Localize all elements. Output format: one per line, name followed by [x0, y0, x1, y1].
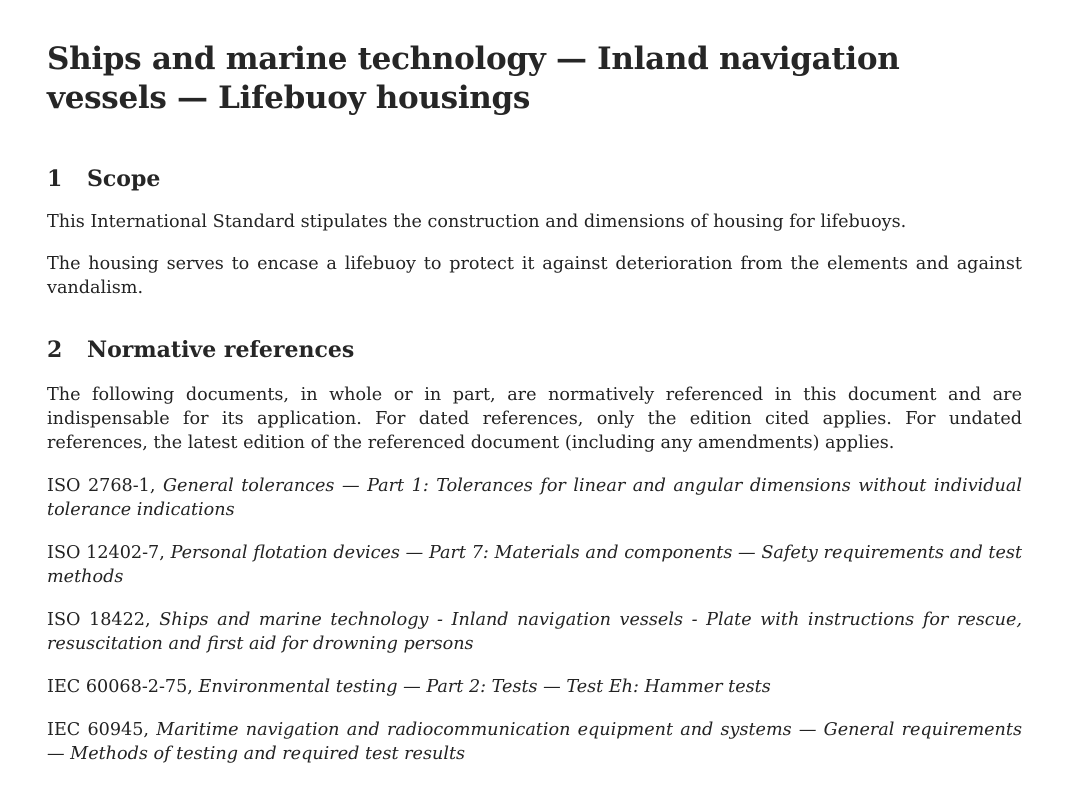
reference-code: ISO 12402-7, — [47, 543, 165, 563]
scope-paragraph: This International Standard stipulates the construction and dimensions of housing for lifebuoys. — [47, 212, 907, 232]
reference-title: Environmental testing — Part 2: Tests — Test Eh: Hammer tests — [198, 677, 771, 697]
section-number: 2 — [47, 337, 63, 363]
section-heading-normative-references — [47, 336, 1022, 364]
section-heading-text: Normative references — [87, 337, 355, 363]
reference-title: Ships and marine technology - Inland navigation vessels - Plate with instructions for rescue, resuscitation and first aid for drowning persons — [47, 610, 1022, 654]
document-title: Ships and marine technology — Inland navigation vessels — Lifebuoy housings — [47, 41, 900, 116]
reference-entry — [47, 675, 1022, 699]
section-heading-scope — [47, 165, 1022, 193]
scope-paragraph: The housing serves to encase a lifebuoy to protect it against deterioration from the elements and against vandalism. — [47, 254, 1022, 298]
reference-entry — [47, 541, 1022, 589]
reference-title: Maritime navigation and radiocommunication equipment and systems — General requirements — Methods of testing and required test results — [47, 720, 1022, 764]
reference-entry — [47, 718, 1022, 766]
reference-entry — [47, 474, 1022, 522]
reference-code: ISO 2768-1, — [47, 476, 156, 496]
normative-references-intro: The following documents, in whole or in part, are normatively referenced in this document and are indispensable for its application. For dated references, only the edition cited applies. For undated references, the latest edition of the referenced document (including any amendments) applies. — [47, 385, 1022, 453]
reference-code: ISO 18422, — [47, 610, 151, 630]
reference-title: General tolerances — Part 1: Tolerances for linear and angular dimensions without individual tolerance indications — [47, 476, 1022, 520]
document-page — [47, 40, 1022, 766]
reference-code: IEC 60945, — [47, 720, 150, 740]
reference-title: Personal flotation devices — Part 7: Materials and components — Safety requirements and test methods — [47, 543, 1023, 587]
section-heading-text: Scope — [87, 166, 161, 192]
section-number: 1 — [47, 166, 63, 192]
reference-entry — [47, 608, 1022, 656]
reference-code: IEC 60068-2-75, — [47, 677, 193, 697]
